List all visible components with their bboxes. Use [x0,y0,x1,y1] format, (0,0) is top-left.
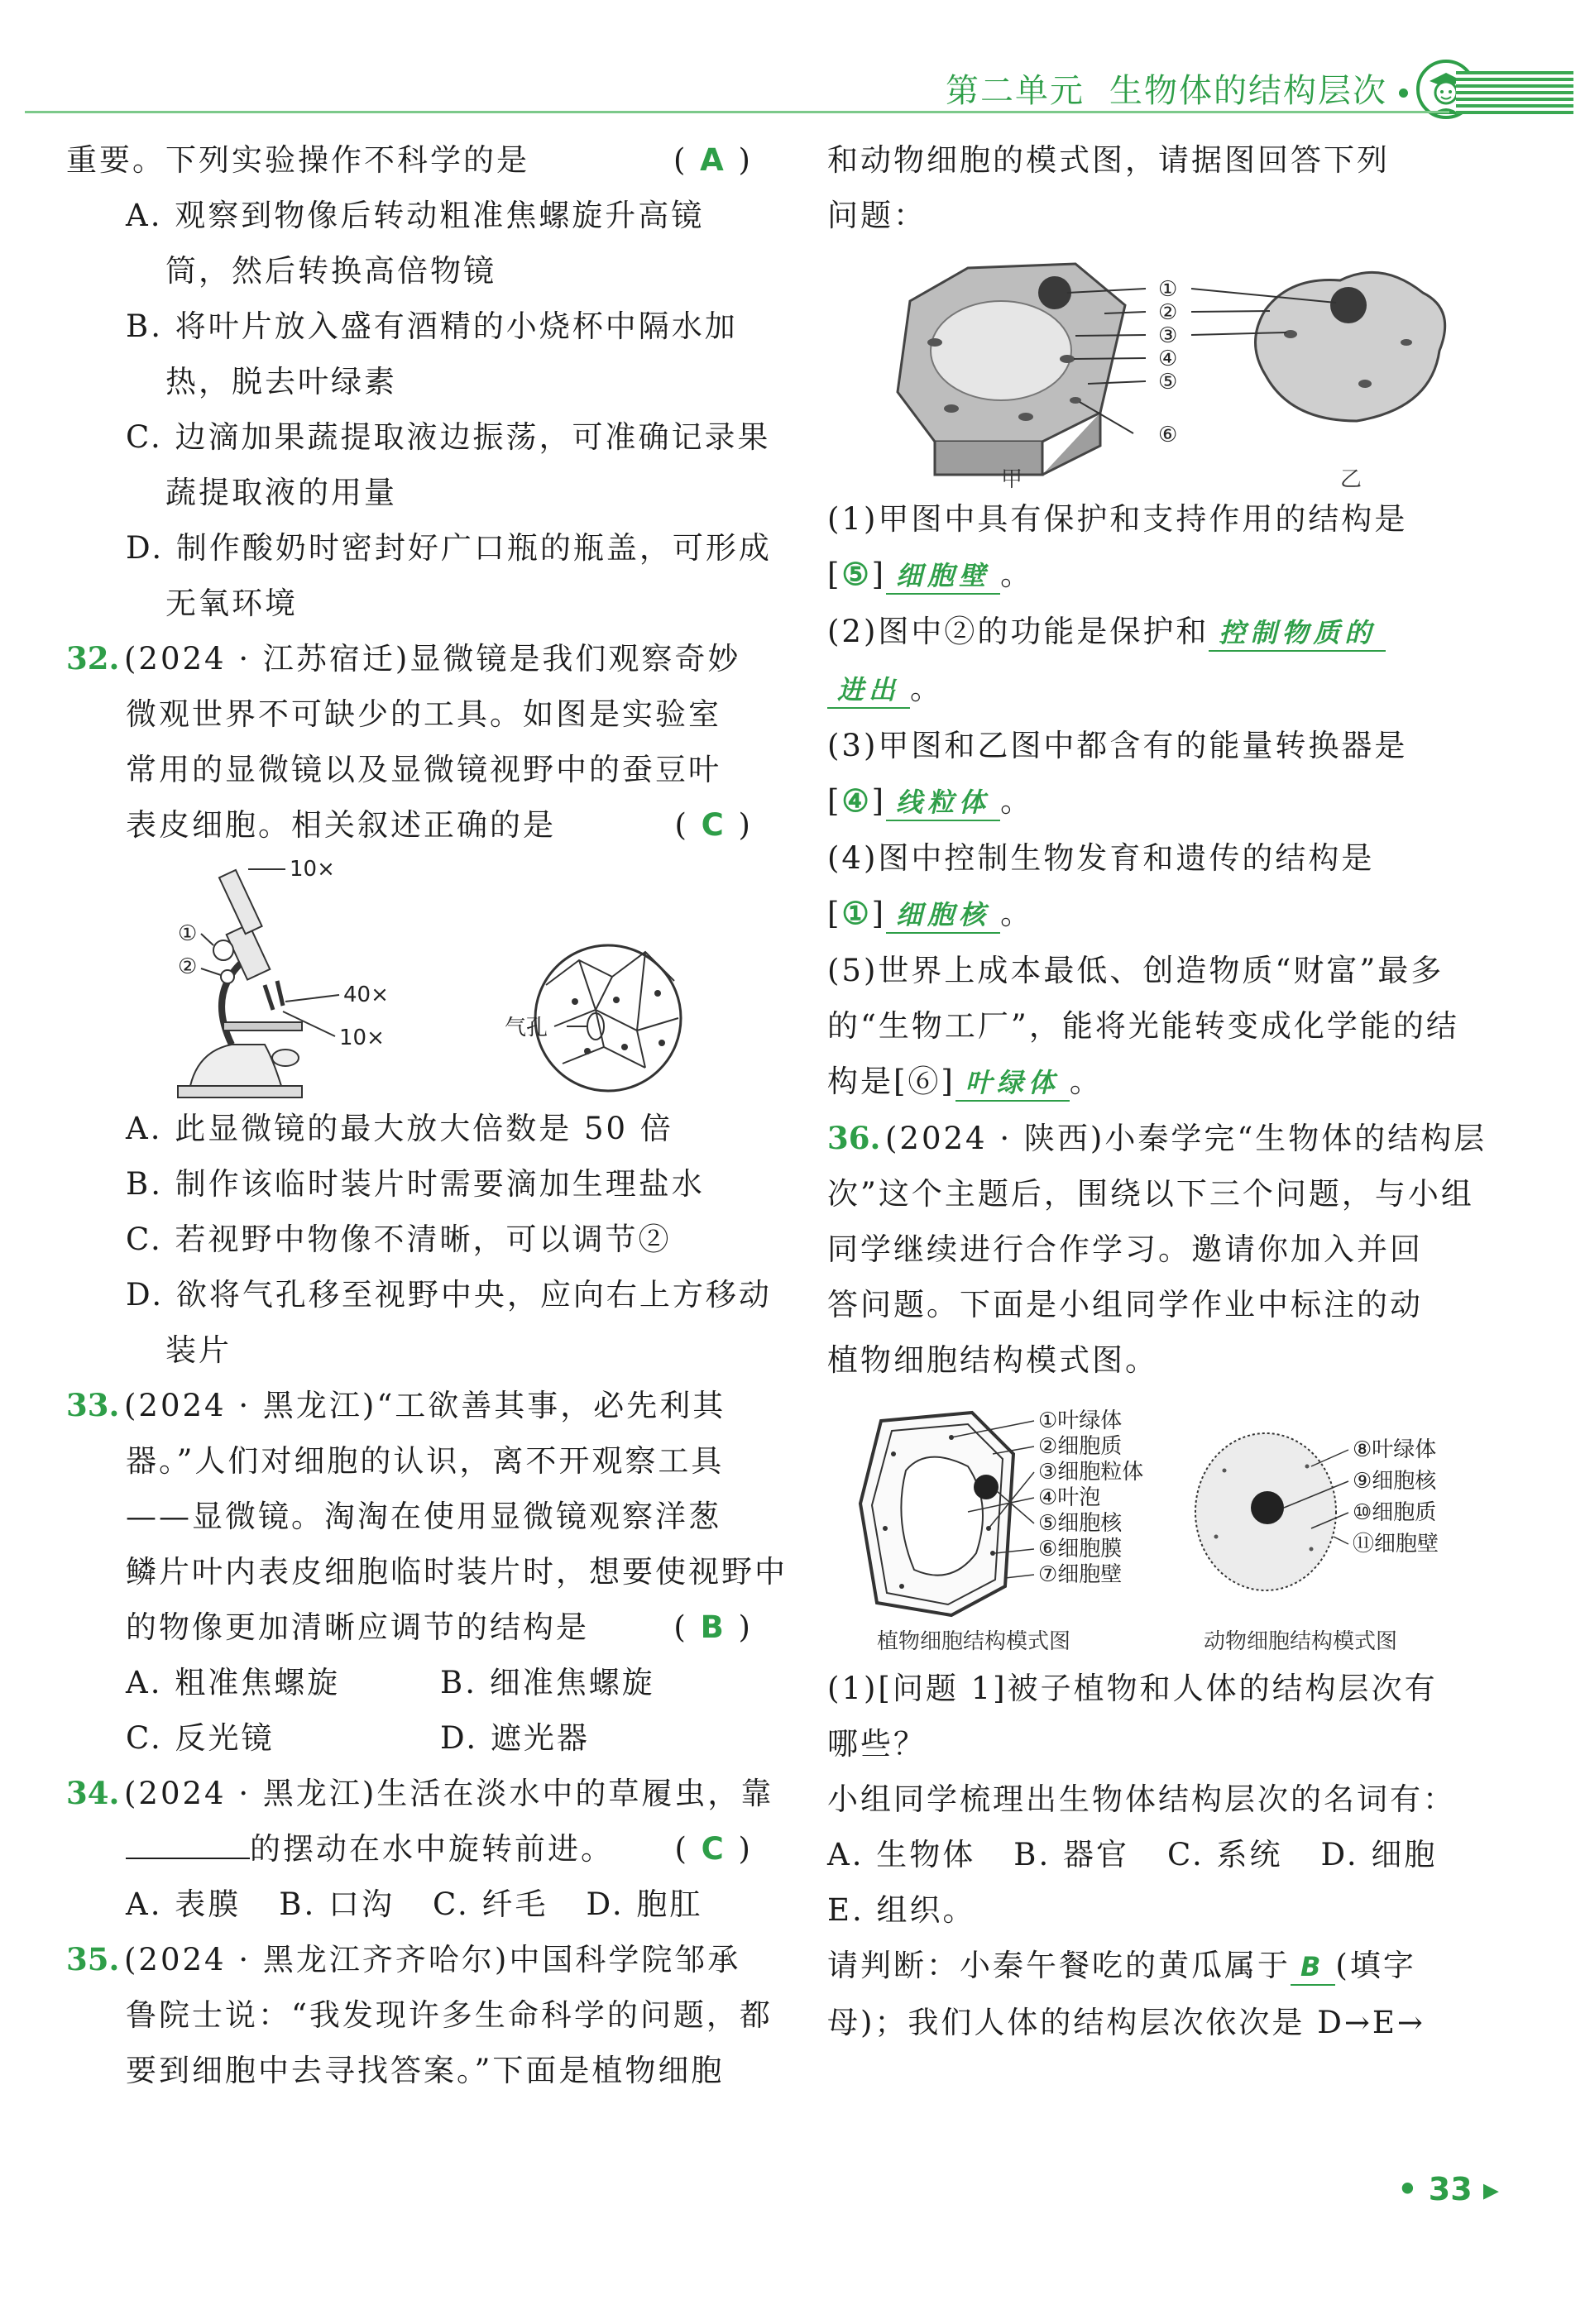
q36-judge-answer: B [1291,1951,1335,1986]
q35-sub1-handwritten: 细胞壁 [886,560,1000,595]
q34-line2: 的摆动在水中旋转前进。 ( C ) [66,1821,753,1877]
plant-label-3: ③细胞粒体 [1038,1460,1144,1485]
q31-option-a: A. 观察到物像后转动粗准焦螺旋升高镜 [126,198,705,233]
q35-sub4-answer: [①] 细胞核 。 [827,886,1489,943]
q36-line1: 36. (2024 · 陕西)小秦学完“生物体的结构层 [827,1111,1489,1166]
left-column [66,132,788,2098]
term-c: C. 系统 [1166,1837,1283,1872]
q34-answer: C [701,1831,726,1867]
q35-sub5: (5)世界上成本最低、创造物质“财富”最多 [827,953,1444,988]
term-e: E. 组织。 [827,1892,976,1928]
q35-sub5-answer: 构是[⑥] 叶绿体 。 [827,1054,1489,1111]
cell-label-4: ④ [1158,347,1178,371]
q36-sub1: (1)[问题 1]被子植物和人体的结构层次有 [827,1671,1438,1706]
q34-option-d: D. 胞肛 [586,1886,703,1922]
q33-options-row2 [66,1710,753,1766]
q35-sub3-handwritten: 线粒体 [886,787,1000,821]
animal-figure-caption: 动物细胞结构模式图 [1204,1629,1398,1654]
unit-title: 生物体的结构层次 [1109,72,1387,110]
q35-cont-line2: 问题： [827,198,927,233]
q32-option-a: A. 此显微镜的最大放大倍数是 50 倍 [126,1111,673,1146]
q36-line3: 同学继续进行合作学习。邀请你加入并回 [827,1231,1423,1267]
term-a: A. 生物体 [827,1837,976,1872]
caption-yi: 乙 [1340,467,1363,491]
objective-high-label: 40× [343,983,389,1007]
term-b: B. 器官 [1013,1837,1129,1872]
q35-sub2-handwritten: 控制物质的 [1209,617,1386,652]
q35-sub4-handwritten: 细胞核 [886,899,1000,934]
cell-label-5: ⑤ [1158,370,1178,395]
header-dot-icon [1399,88,1408,98]
q32-line3: 常用的显微镜以及显微镜视野中的蚕豆叶 [126,752,721,787]
q36-number: 36. [827,1120,881,1156]
cell-structure-figure-q36 [827,1388,1489,1661]
plant-label-6: ⑥细胞膜 [1038,1537,1123,1561]
cell-label-2: ② [1158,300,1178,325]
q36-line2: 次”这个主题后，围绕以下三个问题，与小组 [827,1176,1474,1212]
callout-2: ② [178,954,198,979]
field-of-view [535,945,681,1091]
q36-line4: 答问题。下面是小组同学作业中标注的动 [827,1287,1423,1322]
unit-label: 第二单元 [946,72,1085,110]
q31-option-d-cont: 无氧环境 [165,586,298,621]
plant-label-5: ⑤细胞核 [1038,1511,1123,1536]
right-column [827,132,1489,2050]
q35-sub1: (1)甲图中具有保护和支持作用的结构是 [827,501,1408,537]
q31-option-b-cont: 热，脱去叶绿素 [165,364,397,399]
animal-label-11: ⑪细胞壁 [1353,1532,1439,1557]
q33-line5: 的物像更加清晰应调节的结构是 ( B ) [126,1609,753,1645]
q34-number: 34. [66,1775,120,1811]
q35-sub2-handwritten-cont: 进出 [827,674,910,709]
plant-figure-caption: 植物细胞结构模式图 [877,1629,1071,1654]
q35-sub4: (4)图中控制生物发育和遗传的结构是 [827,840,1375,876]
page-number: • 33 ▸ [1397,2171,1499,2207]
page-header [0,0,1590,124]
microscope-svg [66,853,753,1101]
q35-sub3: (3)甲图和乙图中都含有的能量转换器是 [827,728,1408,763]
q31-answer: A [700,142,726,178]
q32-option-d: D. 欲将气孔移至视野中央，应向右上方移动 [126,1277,772,1313]
cell-structure-svg [827,1388,1489,1661]
plant-label-1: ①叶绿体 [1038,1408,1123,1433]
q31-option-a-cont: 筒，然后转换高倍物镜 [165,253,496,289]
q33-option-b: B. 细准焦螺旋 [440,1665,655,1700]
q34-option-c: C. 纤毛 [432,1886,548,1922]
q34-options [66,1877,753,1932]
q35-line2: 鲁院士说：“我发现许多生命科学的问题，都 [126,1997,773,2033]
caption-jia: 甲 [1001,467,1023,491]
q36-sub1-cont: 哪些？ [827,1726,927,1762]
q33-line4: 鳞片叶内表皮细胞临时装片时，想要使视野中 [126,1554,788,1590]
microscope-figure [66,853,753,1101]
plant-label-7: ⑦细胞壁 [1038,1562,1123,1587]
q32-line1: 32. (2024 · 江苏宿迁)显微镜是我们观察奇妙 [66,631,753,686]
q32-answer: C [701,807,726,843]
q36-sort-line: 小组同学梳理出生物体结构层次的名词有： [827,1781,1456,1817]
animal-label-9: ⑨细胞核 [1353,1469,1437,1494]
q35-sub5-line2: 的“生物工厂”，能将光能转变成化学能的结 [827,1008,1459,1044]
q32-option-c: C. 若视野中物像不清晰，可以调节② [126,1222,672,1257]
q34-option-b: B. 口沟 [279,1886,395,1922]
header-stripes [1456,71,1573,114]
q31-option-c: C. 边滴加果蔬提取液边振荡，可准确记录果 [126,419,771,455]
q36-line5: 植物细胞结构模式图。 [827,1342,1158,1378]
q33-line2: 器。”人们对细胞的认识，离不开观察工具 [126,1443,725,1479]
animal-label-10: ⑩细胞质 [1353,1500,1437,1525]
q36-last-line: 母)；我们人体的结构层次依次是 D→E→ [827,2005,1425,2040]
q33-number: 33. [66,1387,120,1423]
cell-figure-q35 [827,243,1489,491]
eyepiece-label: 10× [290,857,335,882]
cell-label-6: ⑥ [1158,423,1178,447]
q35-line3: 要到细胞中去寻找答案。”下面是植物细胞 [126,2053,725,2088]
q33-option-d: D. 遮光器 [440,1720,590,1756]
q31-stem: 重要。下列实验操作不科学的是 ( A ) [66,142,753,178]
q36-terms [827,1827,1489,1882]
q34-option-a: A. 表膜 [126,1886,242,1922]
cell-label-1: ① [1158,277,1178,302]
cell-label-3: ③ [1158,323,1178,348]
plant-label-4: ④叶泡 [1038,1485,1101,1510]
q34-blank [126,1833,250,1859]
stoma-label: 气孔 [505,1016,548,1040]
q33-option-a: A. 粗准焦螺旋 [126,1665,341,1700]
q35-sub3-answer: [④] 线粒体 。 [827,773,1489,830]
term-d: D. 细胞 [1320,1837,1438,1872]
q35-sub5-handwritten: 叶绿体 [955,1067,1070,1102]
objective-low-label: 10× [339,1026,385,1050]
q31-option-b: B. 将叶片放入盛有酒精的小烧杯中隔水加 [126,308,738,344]
callout-1: ① [178,921,198,946]
q32-option-b: B. 制作该临时装片时需要滴加生理盐水 [126,1166,705,1202]
q35-cont-line1: 和动物细胞的模式图，请据图回答下列 [827,142,1390,178]
q35-sub2: (2)图中②的功能是保护和 控制物质的 [827,604,1489,661]
q32-number: 32. [66,640,120,677]
q35-sub1-answer: [⑤] 细胞壁 。 [827,547,1489,604]
q31-option-d: D. 制作酸奶时密封好广口瓶的瓶盖，可形成 [126,530,772,566]
q33-options-row1 [66,1655,753,1710]
q32-line4: 表皮细胞。相关叙述正确的是 ( C ) [126,807,753,843]
q33-line1: 33. (2024 · 黑龙江)“工欲善其事，必先利其 [66,1378,753,1433]
plant-label-2: ②细胞质 [1038,1434,1123,1459]
header-title [946,65,1408,112]
q32-line2: 微观世界不可缺少的工具。如图是实验室 [126,696,721,732]
q35-sub2-cont: 进出 。 [827,661,1489,718]
q33-line3: ——显微镜。淘淘在使用显微镜观察洋葱 [126,1499,721,1534]
q32-option-d-cont: 装片 [165,1332,232,1368]
q36-judge: 请判断：小秦午餐吃的黄瓜属于 B (填字 [827,1938,1489,1995]
cell-figure-svg [827,243,1489,491]
q35-line1: 35. (2024 · 黑龙江齐齐哈尔)中国科学院邹承 [66,1932,753,1987]
q35-number: 35. [66,1941,120,1977]
animal-label-8: ⑧叶绿体 [1353,1437,1437,1462]
q34-line1: 34. (2024 · 黑龙江)生活在淡水中的草履虫，靠 [66,1766,753,1821]
q33-answer: B [700,1609,726,1645]
header-rule [25,111,1449,113]
q31-option-c-cont: 蔬提取液的用量 [165,475,397,510]
q33-option-c: C. 反光镜 [126,1720,275,1756]
